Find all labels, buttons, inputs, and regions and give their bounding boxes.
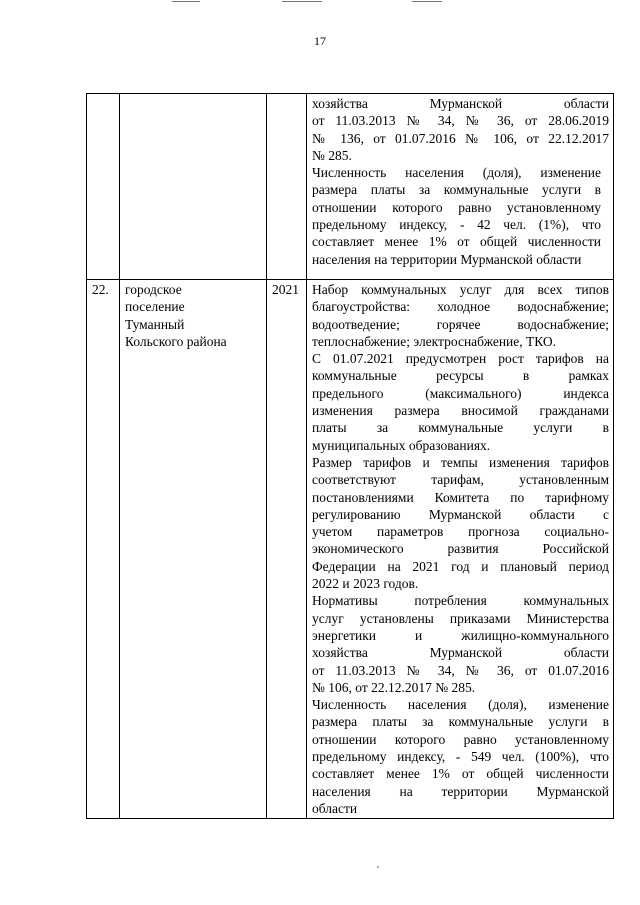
text-line: Численность населения (доля), изменение [312,697,609,713]
text-line: регулированию Мурманской области с [312,506,609,522]
text-line: 2022 и 2023 годов. [312,576,419,592]
text-line: хозяйства Мурманской области [312,96,609,111]
text-line: учетом параметров прогноза социально- [312,524,609,540]
municipality-line: городское [125,282,182,297]
text-line: благоустройства: холодное водоснабжение; [312,299,609,315]
text-line: населения на территории Мурманской [312,783,609,799]
description-cell [307,280,614,819]
paragraph [312,696,609,817]
text-line: от 11.03.2013 № 34, № 36, от 28.06.2019 [312,113,609,129]
text-line: Численность населения (доля), изменение размера платы за коммунальные услуги в отношении которого равно установленному предельному индексу, - 42 чел. (1%), что составляет менее 1% от общей численности населения на территории Мурманской области [312,165,601,267]
text-line: Размер тарифов и темпы изменения тарифов [312,454,609,470]
text-line: размера платы за коммунальные услуги в [312,714,609,730]
text-line: № 136, от 01.07.2016 № 106, от 22.12.2017 [312,130,609,146]
text-line: хозяйства Мурманской области [312,645,609,661]
municipality-line: Кольского района [125,333,227,349]
text-line: платы за коммунальные услуги в [312,420,609,436]
table-row [87,280,614,819]
row-number: 22. [87,280,120,819]
text-line: теплоснабжение; электроснабжение, ТКО. [312,333,557,349]
paragraph [312,164,609,268]
municipality-cell [120,280,267,819]
year-cell [267,94,307,280]
year-cell: 2021 [267,280,307,819]
top-edge-marks [0,0,640,6]
text-line: Набор коммунальных услуг для всех типов [312,282,609,297]
text-line: области [312,800,358,816]
paragraph [312,592,609,696]
paragraph [312,454,609,592]
paragraph [312,281,609,350]
text-line: коммунальные ресурсы в рамках [312,368,609,384]
text-line: изменения размера вносимой гражданами [312,403,609,419]
tariff-table [86,93,614,819]
text-line: энергетики и жилищно-коммунального [312,627,609,643]
text-line: муниципальных образованиях. [312,437,491,453]
text-line: предельного (максимального) индекса [312,385,609,401]
paragraph [312,350,609,454]
text-line: водоотведение; горячее водоснабжение; [312,316,609,332]
municipality-line: Туманный [125,316,185,332]
municipality-line: поселение [125,299,185,315]
number-cell [87,94,120,280]
table-row [87,94,614,280]
text-line: № 106, от 22.12.2017 № 285. [312,679,476,695]
text-line: Федерации на 2021 год и плановый период [312,558,609,574]
text-line: постановлениями Комитета по тарифному [312,489,609,505]
scan-speck [377,866,379,868]
text-line: С 01.07.2021 предусмотрен рост тарифов на [312,351,609,367]
municipality-cell [120,94,267,280]
page-number: 17 [314,34,326,48]
text-line: Нормативы потребления коммунальных [312,593,609,609]
paragraph [312,95,609,164]
text-line: составляет менее 1% от общей численности [312,766,609,782]
text-line: от 11.03.2013 № 34, № 36, от 01.07.2016 [312,662,609,678]
description-cell [307,94,614,280]
text-line: № 285. [312,147,352,163]
text-line: предельному индексу, - 549 чел. (100%), что [312,749,609,765]
text-line: экономического развития Российской [312,541,609,557]
text-line: отношении которого равно установленному [312,731,609,747]
text-line: услуг установлены приказами Министерства [312,610,609,626]
text-line: соответствуют тарифам, установленным [312,472,609,488]
